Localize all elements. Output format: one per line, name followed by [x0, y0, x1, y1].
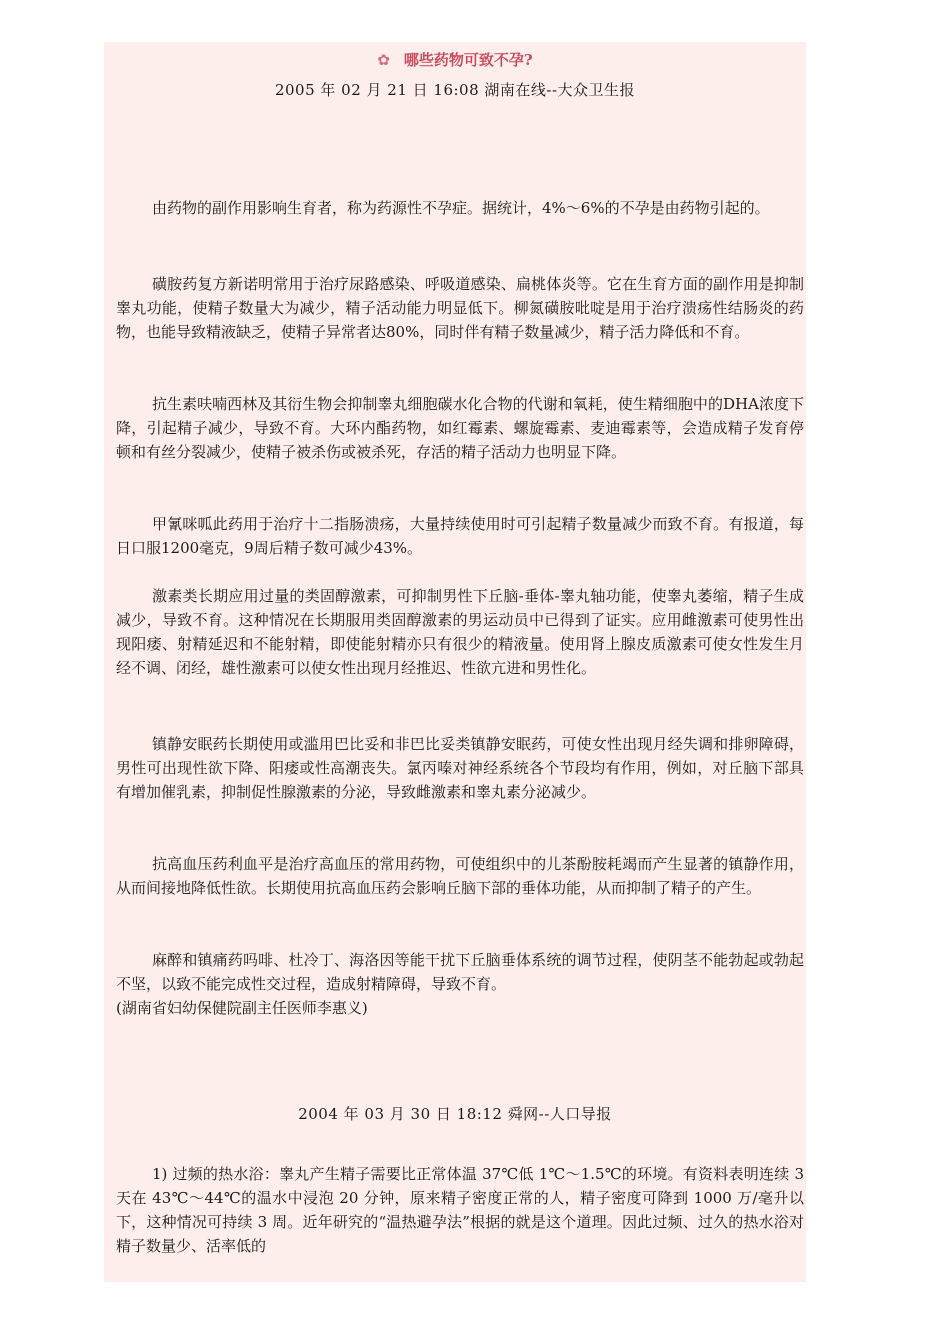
paragraph: 由药物的副作用影响生育者，称为药源性不孕症。据统计，4%～6%的不孕是由药物引起的。 [152, 199, 770, 217]
article-title: 哪些药物可致不孕? [403, 51, 533, 69]
article-dateline: 2005 年 02 月 21 日 16:08 湖南在线--大众卫生报 [274, 81, 636, 99]
paragraph: 麻醉和镇痛药吗啡、杜冷丁、海洛因等能干扰下丘脑垂体系统的调节过程，使阴茎不能勃起或勃起不坚，以致不能完成性交过程，造成射精障碍，导致不育。 [116, 951, 804, 993]
paragraph: 磺胺药复方新诺明常用于治疗尿路感染、呼吸道感染、扁桃体炎等。它在生育方面的副作用是抑制睾丸功能，使精子数量大为减少，精子活动能力明显低下。柳氮磺胺吡啶是用于治疗溃疡性结肠炎的药物，也能导致精液缺乏，使精子异常者达80%，同时伴有精子数量减少，精子活力降低和不育。 [116, 275, 804, 341]
paragraph: 1) 过频的热水浴：睾丸产生精子需要比正常体温 37℃低 1℃～1.5℃的环境。有资料表明连续 3 天在 43℃～44℃的温水中浸泡 20 分钟，原来精子密度正常的人，精子密度可降到 1000 万/毫升以下，这种情况可持续 3 周。近年研究的“温热避孕法”根据的就是这个道理。因此过频、过久的热水浴对精子数量少、活率低的 [116, 1165, 804, 1255]
article-dateline-second: 2004 年 03 月 30 日 18:12 舜网--人口导报 [298, 1105, 612, 1123]
paragraph: 镇静安眠药长期使用或滥用巴比妥和非巴比妥类镇静安眠药，可使女性出现月经失调和排卵障碍，男性可出现性欲下降、阳痿或性高潮丧失。氯丙嗪对神经系统各个节段均有作用，例如，对丘脑下部具有增加催乳素，抑制促性腺激素的分泌，导致雌激素和睾丸素分泌减少。 [116, 735, 804, 801]
paragraph: 激素类长期应用过量的类固醇激素，可抑制男性下丘脑-垂体-睾丸轴功能，使睾丸萎缩，精子生成减少，导致不育。这种情况在长期服用类固醇激素的男运动员中已得到了证实。应用雌激素可使男性出现阳痿、射精延迟和不能射精，即使能射精亦只有很少的精液量。使用肾上腺皮质激素可使女性发生月经不调、闭经，雄性激素可以使女性出现月经推迟、性欲亢进和男性化。 [116, 587, 804, 677]
source-note: (湖南省妇幼保健院副主任医师李惠义) [116, 999, 368, 1017]
paragraph: 抗高血压药利血平是治疗高血压的常用药物，可使组织中的儿茶酚胺耗竭而产生显著的镇静作用，从而间接地降低性欲。长期使用抗高血压药会影响丘脑下部的垂体功能，从而抑制了精子的产生。 [116, 855, 804, 897]
paragraph: 甲氰咪呱此药用于治疗十二指肠溃疡，大量持续使用时可引起精子数量减少而致不育。有报道，每日口服1200毫克，9周后精子数可减少43%。 [116, 515, 804, 557]
document-page [104, 42, 806, 1282]
paragraph: 抗生素呋喃西林及其衍生物会抑制睾丸细胞碳水化合物的代谢和氧耗，使生精细胞中的DHA浓度下降，引起精子减少，导致不育。大环内酯药物，如红霉素、螺旋霉素、麦迪霉素等，会造成精子发育停顿和有丝分裂减少，使精子被杀伤或被杀死，存活的精子活动力也明显下降。 [116, 395, 804, 461]
flower-icon: ✿ [377, 51, 390, 69]
article-title-row [104, 50, 806, 70]
